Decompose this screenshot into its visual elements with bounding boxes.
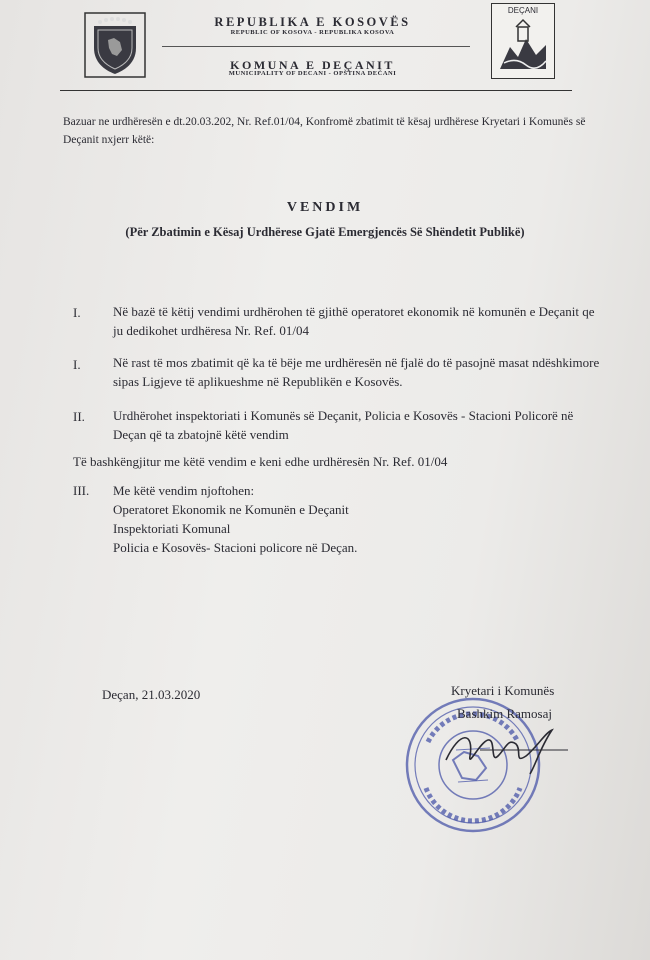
notification-heading: Me këtë vendim njoftohen: bbox=[113, 483, 255, 498]
signatory-name: Bashkim Ramosaj bbox=[457, 706, 552, 721]
logo-label: DEÇANI bbox=[507, 6, 539, 15]
item-number: I. bbox=[73, 357, 81, 372]
item-text: Në bazë të këtij vendimi urdhërohen të gjithë operatoret ekonomik në komunën e Deçanit qe ju dedikohet urdhëresa Nr. Ref. 01/04 bbox=[113, 304, 595, 338]
intro-paragraph: Bazuar ne urdhëresën e dt.20.03.202, Nr. Ref.01/04, Konfromë zbatimit të kësaj urdhërese Kryetari i Komunës së Deçanit nxjerr këtë: bbox=[63, 116, 586, 146]
attachment-note: Të bashkëngjitur me këtë vendim e keni edhe urdhëresën Nr. Ref. 01/04 bbox=[73, 454, 448, 469]
signature-icon bbox=[440, 720, 590, 780]
republic-title: REPUBLIKA E KOSOVËS bbox=[214, 15, 411, 29]
item-text: Urdhërohet inspektoriati i Komunës së Deçanit, Policia e Kosovës - Stacioni Policorë në Deçan që ta zbatojnë këtë vendim bbox=[113, 408, 574, 442]
item-number: III. bbox=[73, 483, 90, 498]
item-text: Në rast të mos zbatimit që ka të bëje me urdhëresën në fjalë do të pasojnë masat ndëshkimore sipas Ligjeve të aplikueshme në Republikën e Kosovës. bbox=[113, 355, 600, 389]
item-number: II. bbox=[73, 409, 85, 424]
decani-municipality-logo-icon bbox=[496, 17, 550, 75]
recipient-item: Policia e Kosovës- Stacioni policore në Deçan. bbox=[113, 540, 358, 555]
municipality-subtitle: MUNICIPALITY OF DECANI - OPŠTINA DEČANI bbox=[228, 70, 397, 77]
decision-title: VENDIM bbox=[286, 200, 364, 215]
recipient-item: Inspektoriati Komunal bbox=[113, 521, 231, 536]
municipality-title: KOMUNA E DEÇANIT bbox=[230, 58, 395, 72]
republic-subtitle: REPUBLIC OF KOSOVA - REPUBLIKA KOSOVA bbox=[230, 29, 395, 36]
place-date: Deçan, 21.03.2020 bbox=[102, 687, 201, 702]
header-bottom-rule bbox=[60, 90, 572, 91]
kosovo-coat-of-arms-icon bbox=[84, 12, 146, 78]
header-divider bbox=[162, 46, 470, 47]
recipient-item: Operatoret Ekonomik ne Komunën e Deçanit bbox=[113, 502, 349, 517]
municipality-logo bbox=[491, 3, 555, 79]
decision-subtitle: (Për Zbatimin e Kësaj Urdhërese Gjatë Emergjencës Së Shëndetit Publikë) bbox=[125, 225, 525, 239]
item-number: I. bbox=[73, 305, 81, 320]
signatory-title: Kryetari i Komunës bbox=[451, 683, 555, 698]
